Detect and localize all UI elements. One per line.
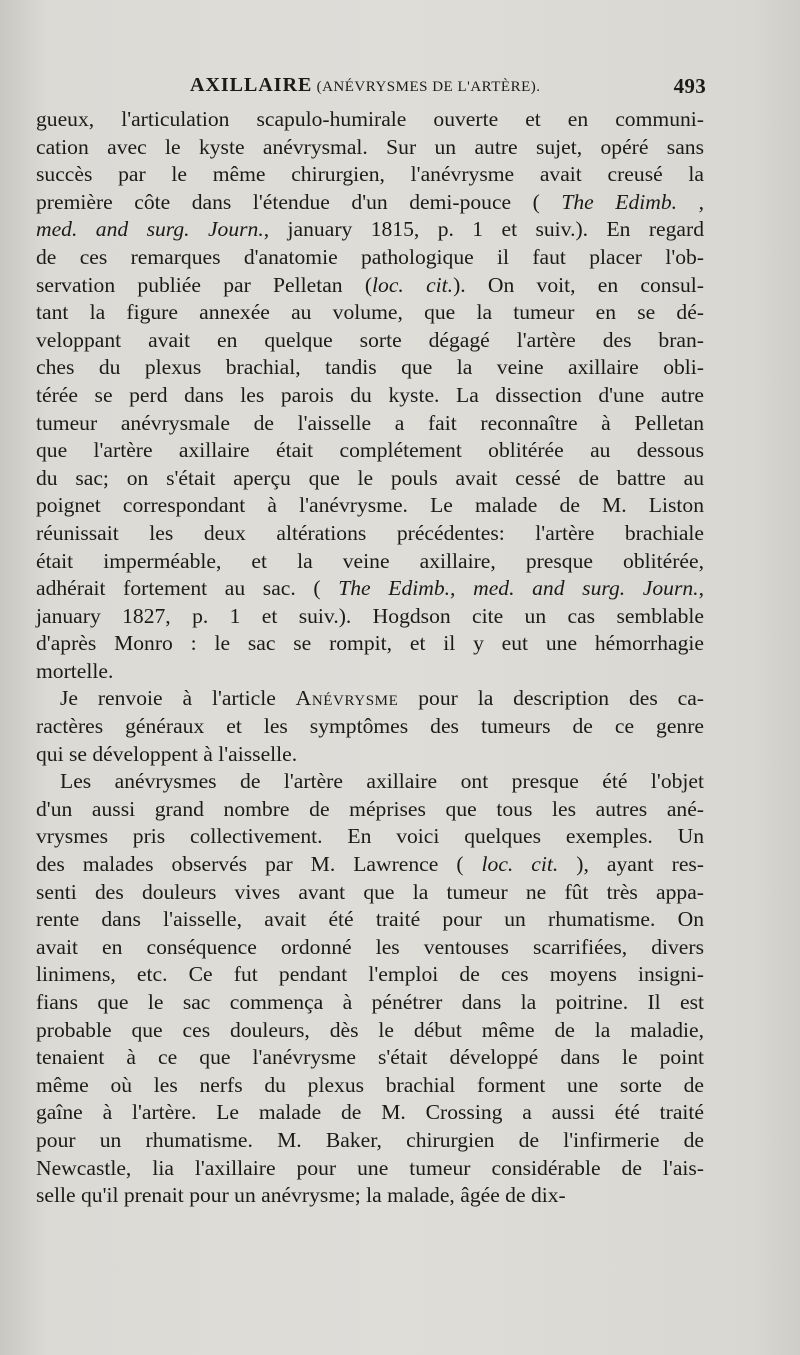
text-line bbox=[36, 741, 704, 769]
text-segment: réunissait les deux altérations précédentes: l'artère brachiale bbox=[36, 520, 704, 545]
text-segment: pour la description des ca- bbox=[398, 686, 704, 711]
text-segment: ractères généraux et les symptômes des tumeurs de ce genre bbox=[36, 714, 704, 739]
text-segment: de ces remarques d'anatomie pathologique il faut placer l'ob- bbox=[36, 244, 704, 269]
italic-text: loc. cit. bbox=[372, 272, 454, 297]
text-segment: qui se développent à l'aisselle. bbox=[36, 741, 298, 766]
text-segment: veloppant avait en quelque sorte dégagé l'artère des bran- bbox=[36, 327, 704, 352]
text-segment: térée se perd dans les parois du kyste. La dissection d'une autre bbox=[36, 382, 704, 407]
text-segment: des malades observés par M. Lawrence ( bbox=[36, 852, 482, 877]
text-line bbox=[36, 575, 704, 603]
text-line bbox=[36, 244, 704, 272]
text-line bbox=[36, 961, 704, 989]
text-line bbox=[36, 1155, 704, 1183]
text-segment: senti des douleurs vives avant que la tumeur ne fût très appa- bbox=[36, 879, 704, 904]
text-segment: tenaient à ce que l'anévrysme s'était développé dans le point bbox=[36, 1045, 704, 1070]
text-segment: , january 1815, p. 1 et suiv.). En regard bbox=[263, 217, 704, 242]
text-line bbox=[36, 520, 704, 548]
text-line bbox=[36, 934, 704, 962]
text-segment: rente dans l'aisselle, avait été traité pour un rhumatisme. On bbox=[36, 907, 704, 932]
text-line bbox=[36, 548, 704, 576]
text-line bbox=[36, 989, 704, 1017]
text-segment: ches du plexus brachial, tandis que la veine axillaire obli- bbox=[36, 355, 704, 380]
text-segment: même où les nerfs du plexus brachial forment une sorte de bbox=[36, 1072, 704, 1097]
text-segment: succès par le même chirurgien, l'anévrysme avait creusé la bbox=[36, 162, 704, 187]
running-title-main: AXILLAIRE bbox=[190, 74, 313, 96]
text-line bbox=[36, 134, 704, 162]
text-line bbox=[36, 851, 704, 879]
text-line bbox=[36, 603, 704, 631]
italic-text: loc. cit. bbox=[481, 852, 559, 877]
text-line bbox=[36, 1182, 704, 1210]
text-segment: , bbox=[677, 189, 704, 214]
text-segment: gaîne à l'artère. Le malade de M. Crossing a aussi été traité bbox=[36, 1100, 704, 1125]
italic-text: med. and surg. Journ. bbox=[36, 217, 264, 242]
text-segment: servation publiée par Pelletan ( bbox=[36, 272, 373, 297]
text-segment: gueux, l'articulation scapulo-humirale ouverte et en communi- bbox=[36, 107, 704, 131]
text-line bbox=[36, 1044, 704, 1072]
text-segment: vrysmes pris collectivement. En voici quelques exemples. Un bbox=[36, 824, 704, 849]
text-segment: probable que ces douleurs, dès le début même de la maladie, bbox=[36, 1017, 704, 1042]
text-segment: était imperméable, et la veine axillaire, presque oblitérée, bbox=[36, 548, 704, 573]
text-segment: tumeur anévrysmale de l'aisselle a fait reconnaître à Pelletan bbox=[36, 410, 704, 435]
text-segment: Newcastle, lia l'axillaire pour une tumeur considérable de l'ais- bbox=[36, 1155, 704, 1180]
text-segment: ), ayant res- bbox=[558, 852, 704, 877]
text-line bbox=[36, 823, 704, 851]
text-segment: Je renvoie à l'article bbox=[60, 686, 296, 711]
text-segment: d'un aussi grand nombre de méprises que tous les autres ané- bbox=[36, 796, 704, 821]
text-line bbox=[36, 327, 704, 355]
page-number: 493 bbox=[673, 74, 706, 98]
text-line bbox=[36, 161, 704, 189]
running-title bbox=[190, 74, 541, 97]
text-line bbox=[36, 658, 704, 686]
text-line bbox=[36, 630, 704, 658]
text-line bbox=[36, 796, 704, 824]
text-segment: Les anévrysmes de l'artère axillaire ont presque été l'objet bbox=[60, 769, 704, 794]
text-segment: tant la figure annexée au volume, que la tumeur en se dé- bbox=[36, 300, 704, 325]
italic-text: The Edimb., med. and surg. Journ. bbox=[338, 576, 699, 601]
text-line bbox=[36, 437, 704, 465]
text-line bbox=[36, 1017, 704, 1045]
text-line bbox=[36, 768, 704, 796]
text-segment: ). On voit, en consul- bbox=[453, 272, 704, 297]
text-segment: d'après Monro : le sac se rompit, et il y eut une hémorrhagie bbox=[36, 631, 704, 656]
text-segment: que l'artère axillaire était complétement oblitérée au dessous bbox=[36, 438, 704, 463]
small-caps-text: Anévrysme bbox=[295, 686, 399, 711]
paragraph bbox=[36, 768, 704, 1210]
italic-text: The Edimb. bbox=[561, 189, 678, 214]
text-segment: mortelle. bbox=[36, 658, 114, 683]
text-line bbox=[36, 354, 704, 382]
text-line bbox=[36, 272, 704, 300]
text-segment: première côte dans l'étendue d'un demi-pouce ( bbox=[36, 189, 562, 214]
text-line bbox=[36, 410, 704, 438]
text-segment: linimens, etc. Ce fut pendant l'emploi de ces moyens insigni- bbox=[36, 962, 704, 987]
body-text bbox=[36, 106, 704, 1210]
text-segment: adhérait fortement au sac. ( bbox=[36, 576, 339, 601]
text-line bbox=[36, 879, 704, 907]
text-line bbox=[36, 216, 704, 244]
text-line bbox=[36, 713, 704, 741]
text-segment: cation avec le kyste anévrysmal. Sur un autre sujet, opéré sans bbox=[36, 134, 704, 159]
text-segment: selle qu'il prenait pour un anévrysme; la malade, âgée de dix- bbox=[36, 1183, 566, 1208]
text-line bbox=[36, 492, 704, 520]
text-line bbox=[36, 382, 704, 410]
text-line bbox=[36, 1127, 704, 1155]
text-line bbox=[36, 189, 704, 217]
text-line bbox=[36, 1072, 704, 1100]
text-segment: poignet correspondant à l'anévrysme. Le malade de M. Liston bbox=[36, 493, 704, 518]
paragraph bbox=[36, 106, 704, 685]
text-segment: pour un rhumatisme. M. Baker, chirurgien de l'infirmerie de bbox=[36, 1127, 704, 1152]
text-segment: fians que le sac commença à pénétrer dans la poitrine. Il est bbox=[36, 990, 704, 1014]
paragraph bbox=[36, 685, 704, 768]
text-line bbox=[36, 465, 704, 493]
text-line bbox=[36, 1099, 704, 1127]
text-segment: avait en conséquence ordonné les ventouses scarrifiées, divers bbox=[36, 934, 704, 959]
text-line bbox=[36, 106, 704, 134]
text-segment: january 1827, p. 1 et suiv.). Hogdson cite un cas semblable bbox=[36, 603, 704, 628]
page-header bbox=[36, 74, 706, 102]
running-title-sub: (ANÉVRYSMES DE L'ARTÈRE). bbox=[312, 79, 541, 95]
text-line bbox=[36, 685, 704, 713]
text-line bbox=[36, 299, 704, 327]
text-segment: , bbox=[698, 576, 704, 601]
text-line bbox=[36, 906, 704, 934]
text-segment: du sac; on s'était aperçu que le pouls avait cessé de battre au bbox=[36, 465, 704, 490]
